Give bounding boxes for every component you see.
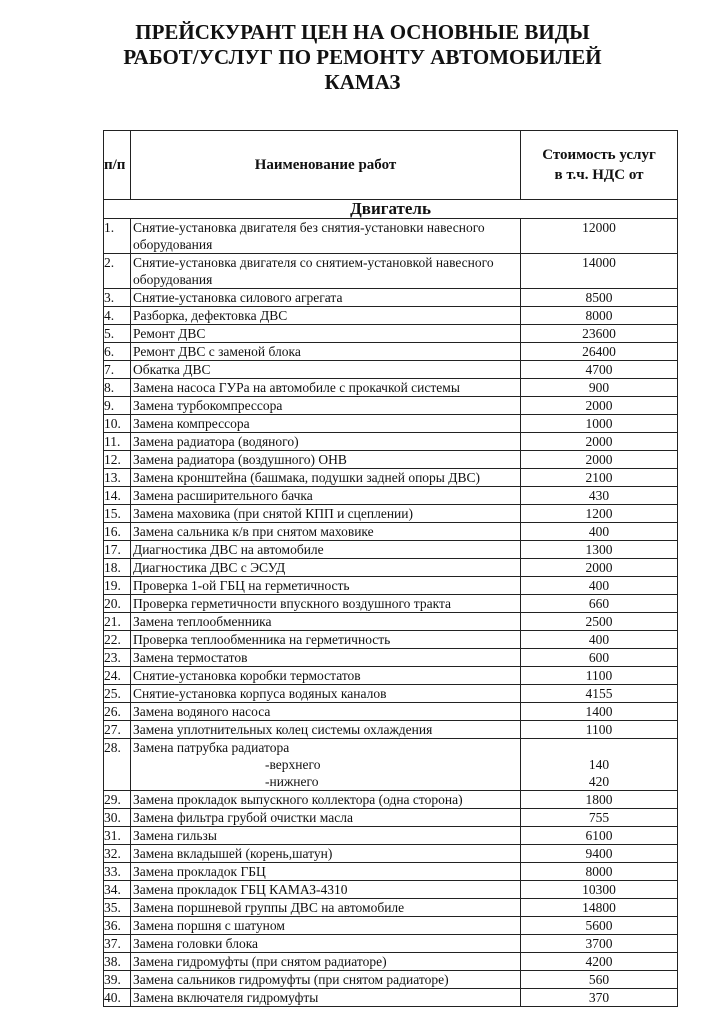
table-row <box>104 343 678 361</box>
table-row <box>104 219 678 254</box>
row-number: 39. <box>104 971 131 989</box>
row-name: Замена радиатора (водяного) <box>131 433 521 451</box>
row-name: Замена насоса ГУРа на автомобиле с прокачкой системы <box>131 379 521 397</box>
row-number: 34. <box>104 881 131 899</box>
row-price: 12000 <box>521 219 678 254</box>
row-name: Диагностика ДВС на автомобиле <box>131 541 521 559</box>
header-name: Наименование работ <box>131 131 521 200</box>
row-price: 4200 <box>521 953 678 971</box>
table-row <box>104 559 678 577</box>
table-row <box>104 631 678 649</box>
row-price: 1200 <box>521 505 678 523</box>
table-row <box>104 487 678 505</box>
table-row <box>104 809 678 827</box>
row-price: 660 <box>521 595 678 613</box>
row-number: 3. <box>104 289 131 307</box>
row-price: 10300 <box>521 881 678 899</box>
header-num: п/п <box>104 131 131 200</box>
row-number: 6. <box>104 343 131 361</box>
row-name: Замена вкладышей (корень,шатун) <box>131 845 521 863</box>
table-row <box>104 613 678 631</box>
row-number: 7. <box>104 361 131 379</box>
row-number: 13. <box>104 469 131 487</box>
row-subitem: -верхнего <box>265 757 321 772</box>
row-price: 900 <box>521 379 678 397</box>
row-number: 37. <box>104 935 131 953</box>
table-row <box>104 685 678 703</box>
table-row <box>104 971 678 989</box>
row-price: 4700 <box>521 361 678 379</box>
table-row <box>104 523 678 541</box>
row-number: 26. <box>104 703 131 721</box>
row-number: 25. <box>104 685 131 703</box>
row-price: 14000 <box>521 254 678 289</box>
row-price: 1100 <box>521 667 678 685</box>
row-name-text: Замена патрубка радиатора <box>133 740 290 755</box>
row-number: 2. <box>104 254 131 289</box>
row-number: 21. <box>104 613 131 631</box>
row-number: 10. <box>104 415 131 433</box>
row-price: 5600 <box>521 917 678 935</box>
row-price: 1400 <box>521 703 678 721</box>
row-number: 17. <box>104 541 131 559</box>
row-number: 18. <box>104 559 131 577</box>
table-row <box>104 935 678 953</box>
table-row <box>104 721 678 739</box>
row-number: 9. <box>104 397 131 415</box>
row-number: 27. <box>104 721 131 739</box>
row-name: Замена радиатора (воздушного) ОНВ <box>131 451 521 469</box>
table-header <box>104 131 678 200</box>
row-price: 370 <box>521 989 678 1007</box>
row-subprice: 140 <box>588 757 610 772</box>
row-price <box>521 739 678 791</box>
row-name: Снятие-установка двигателя со снятием-установкой навесного оборудования <box>131 254 521 289</box>
row-number: 30. <box>104 809 131 827</box>
row-name: Диагностика ДВС с ЭСУД <box>131 559 521 577</box>
row-price: 1100 <box>521 721 678 739</box>
title-line: ПРЕЙСКУРАНТ ЦЕН НА ОСНОВНЫЕ ВИДЫ <box>135 20 590 44</box>
row-price: 400 <box>521 523 678 541</box>
document-title <box>0 20 725 95</box>
row-number: 35. <box>104 899 131 917</box>
row-name: Разборка, дефектовка ДВС <box>131 307 521 325</box>
table-row <box>104 451 678 469</box>
row-number: 8. <box>104 379 131 397</box>
row-price: 9400 <box>521 845 678 863</box>
table-row <box>104 577 678 595</box>
header-price-line: в т.ч. НДС от <box>554 167 644 183</box>
row-name: Замена гильзы <box>131 827 521 845</box>
header-price <box>521 131 678 200</box>
row-price: 430 <box>521 487 678 505</box>
table-row <box>104 667 678 685</box>
row-price: 755 <box>521 809 678 827</box>
row-price: 23600 <box>521 325 678 343</box>
table-row <box>104 845 678 863</box>
row-price: 14800 <box>521 899 678 917</box>
row-number: 29. <box>104 791 131 809</box>
row-price: 2000 <box>521 433 678 451</box>
row-number: 28. <box>104 739 131 791</box>
table-row <box>104 827 678 845</box>
row-number: 22. <box>104 631 131 649</box>
title-line: КАМАЗ <box>324 70 401 94</box>
row-number: 38. <box>104 953 131 971</box>
table-row <box>104 415 678 433</box>
row-name: Проверка 1-ой ГБЦ на герметичность <box>131 577 521 595</box>
row-name: Замена прокладок ГБЦ КАМАЗ-4310 <box>131 881 521 899</box>
row-name: Обкатка ДВС <box>131 361 521 379</box>
row-price: 4155 <box>521 685 678 703</box>
table-row <box>104 989 678 1007</box>
table-row <box>104 289 678 307</box>
row-name: Снятие-установка корпуса водяных каналов <box>131 685 521 703</box>
row-name: Замена термостатов <box>131 649 521 667</box>
title-line: РАБОТ/УСЛУГ ПО РЕМОНТУ АВТОМОБИЛЕЙ <box>123 45 602 69</box>
row-price: 8500 <box>521 289 678 307</box>
row-name: Замена головки блока <box>131 935 521 953</box>
table-row <box>104 469 678 487</box>
row-number: 31. <box>104 827 131 845</box>
row-price: 6100 <box>521 827 678 845</box>
table-row <box>104 953 678 971</box>
table-row <box>104 379 678 397</box>
table-row <box>104 863 678 881</box>
table-row <box>104 541 678 559</box>
row-price: 400 <box>521 631 678 649</box>
header-price-line: Стоимость услуг <box>542 147 656 163</box>
table-row <box>104 739 678 791</box>
row-name: Замена поршневой группы ДВС на автомобиле <box>131 899 521 917</box>
row-name: Ремонт ДВС с заменой блока <box>131 343 521 361</box>
table-row <box>104 649 678 667</box>
row-name: Ремонт ДВС <box>131 325 521 343</box>
row-name: Замена включателя гидромуфты <box>131 989 521 1007</box>
row-name: Снятие-установка силового агрегата <box>131 289 521 307</box>
row-number: 12. <box>104 451 131 469</box>
row-name: Снятие-установка двигателя без снятия-установки навесного оборудования <box>131 219 521 254</box>
section-title: Двигатель <box>104 200 678 219</box>
table-row <box>104 595 678 613</box>
table-row <box>104 361 678 379</box>
row-name: Замена прокладок ГБЦ <box>131 863 521 881</box>
price-table <box>103 130 678 1007</box>
row-price: 400 <box>521 577 678 595</box>
row-name: Замена водяного насоса <box>131 703 521 721</box>
row-name: Замена кронштейна (башмака, подушки задней опоры ДВС) <box>131 469 521 487</box>
row-number: 15. <box>104 505 131 523</box>
row-number: 32. <box>104 845 131 863</box>
row-name: Замена маховика (при снятой КПП и сцеплении) <box>131 505 521 523</box>
row-name: Замена поршня с шатуном <box>131 917 521 935</box>
row-name: Проверка герметичности впускного воздушного тракта <box>131 595 521 613</box>
table-row <box>104 917 678 935</box>
row-number: 14. <box>104 487 131 505</box>
row-price: 3700 <box>521 935 678 953</box>
table-row <box>104 505 678 523</box>
row-number: 33. <box>104 863 131 881</box>
row-price: 560 <box>521 971 678 989</box>
table-row <box>104 703 678 721</box>
row-number: 40. <box>104 989 131 1007</box>
row-name: Замена фильтра грубой очистки масла <box>131 809 521 827</box>
row-number: 1. <box>104 219 131 254</box>
row-number: 16. <box>104 523 131 541</box>
row-price: 1300 <box>521 541 678 559</box>
row-subitem: -нижнего <box>265 774 319 789</box>
table-row <box>104 254 678 289</box>
row-price: 8000 <box>521 307 678 325</box>
row-number: 19. <box>104 577 131 595</box>
row-name: Замена турбокомпрессора <box>131 397 521 415</box>
row-price: 600 <box>521 649 678 667</box>
table-row <box>104 881 678 899</box>
table-row <box>104 307 678 325</box>
row-price: 1000 <box>521 415 678 433</box>
row-number: 5. <box>104 325 131 343</box>
row-number: 20. <box>104 595 131 613</box>
row-name: Замена гидромуфты (при снятом радиаторе) <box>131 953 521 971</box>
row-price: 8000 <box>521 863 678 881</box>
row-number: 23. <box>104 649 131 667</box>
section-row <box>104 200 678 219</box>
row-name: Замена сальника к/в при снятом маховике <box>131 523 521 541</box>
table-row <box>104 325 678 343</box>
row-price: 2000 <box>521 397 678 415</box>
row-name: Замена сальников гидромуфты (при снятом радиаторе) <box>131 971 521 989</box>
row-price: 2000 <box>521 451 678 469</box>
table-row <box>104 899 678 917</box>
row-number: 24. <box>104 667 131 685</box>
table-row <box>104 791 678 809</box>
row-number: 11. <box>104 433 131 451</box>
row-name: Замена расширительного бачка <box>131 487 521 505</box>
row-number: 36. <box>104 917 131 935</box>
row-name: Замена теплообменника <box>131 613 521 631</box>
row-price: 2500 <box>521 613 678 631</box>
row-name: Замена прокладок выпускного коллектора (одна сторона) <box>131 791 521 809</box>
row-name: Снятие-установка коробки термостатов <box>131 667 521 685</box>
table-row <box>104 397 678 415</box>
row-name: Проверка теплообменника на герметичность <box>131 631 521 649</box>
row-name: Замена компрессора <box>131 415 521 433</box>
row-price: 26400 <box>521 343 678 361</box>
row-price: 1800 <box>521 791 678 809</box>
row-price: 2000 <box>521 559 678 577</box>
row-name <box>131 739 521 791</box>
row-number: 4. <box>104 307 131 325</box>
row-subprice: 420 <box>588 774 610 789</box>
table-row <box>104 433 678 451</box>
row-name: Замена уплотнительных колец системы охлаждения <box>131 721 521 739</box>
row-price: 2100 <box>521 469 678 487</box>
